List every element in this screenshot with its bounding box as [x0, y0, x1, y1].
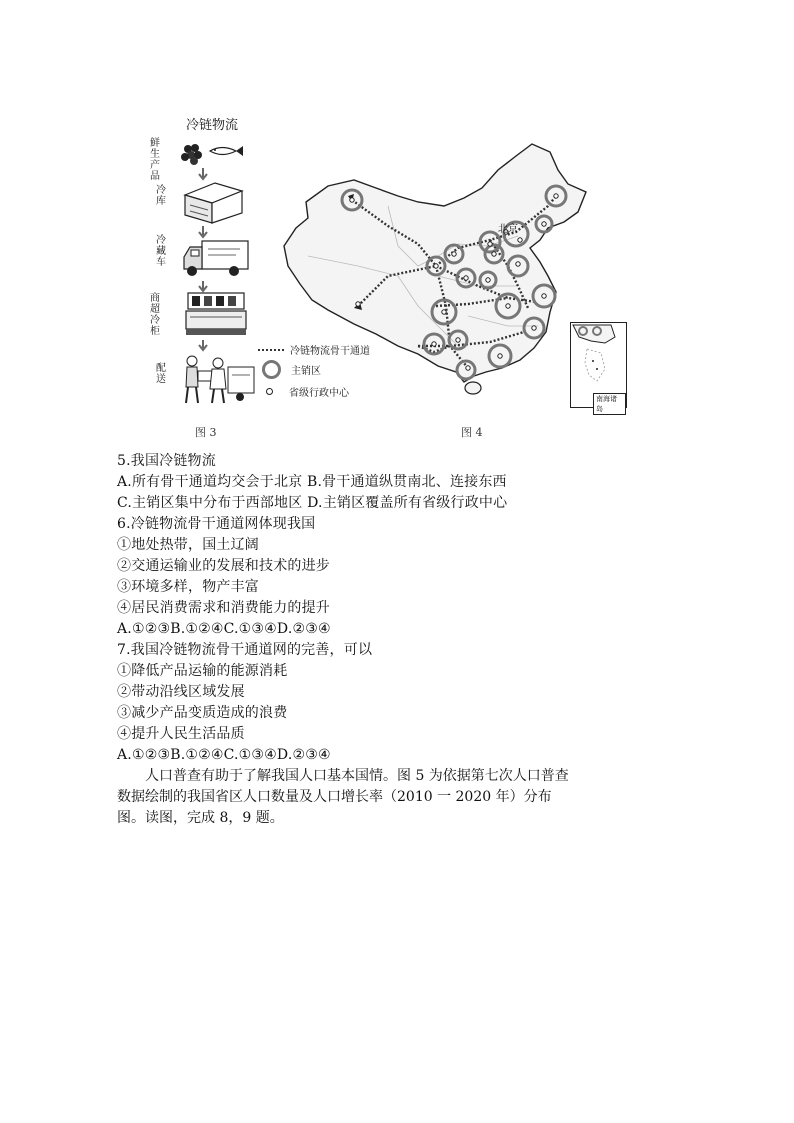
delivery-icon	[186, 356, 254, 403]
question-5-options-cd: C.主销区集中分布于西部地区 D.主销区覆盖所有省级行政中心	[117, 495, 508, 511]
question-5-options-ab: A.所有骨干通道均交会于北京 B.骨干通道纵贯南北、连接东西	[117, 474, 507, 490]
large-circle-icon	[262, 360, 281, 379]
cold-storage-icon	[185, 183, 242, 223]
flow-arrow-icon	[199, 281, 207, 291]
legend-item-sales: 主销区	[262, 360, 321, 379]
question-6-item-1: ①地处热带，国土辽阔	[117, 537, 259, 553]
question-6-item-3: ③环境多样，物产丰富	[117, 579, 259, 595]
step-label-delivery: 配送	[156, 363, 166, 385]
question-6-item-2: ②交通运输业的发展和技术的进步	[117, 558, 330, 574]
question-7-options: A.①②③B.①②④C.①③④D.②③④	[117, 747, 331, 763]
question-7-item-2: ②带动沿线区域发展	[117, 684, 245, 700]
flow-arrow-icon	[199, 340, 207, 350]
step-label-truck: 冷藏车	[156, 235, 166, 268]
paragraph-text: 人口普查有助于了解我国人口基本国情。图 5 为依据第七次人口普查数据绘制的我国省区人口数量及人口增长率（2010 一 2020 年）分布图。读图，完成 8，9 题。	[117, 768, 569, 826]
hainan-island	[465, 382, 481, 394]
figure3-caption: 图 3	[195, 426, 217, 439]
question-7-item-1: ①降低产品运输的能源消耗	[117, 663, 288, 679]
question-5: 5.我国冷链物流	[117, 453, 216, 469]
legend-item-corridor: 冷链物流骨干通道	[258, 342, 370, 357]
flow-arrow-icon	[199, 168, 207, 179]
legend-item-capital: 省级行政中心	[266, 384, 349, 399]
step-label-produce: 鲜生产品	[150, 138, 160, 182]
reading-paragraph	[117, 766, 579, 829]
step-label-freezer: 商超冷柜	[150, 293, 160, 337]
dotted-line-icon	[258, 349, 284, 351]
question-6-options: A.①②③B.①②④C.①③④D.②③④	[117, 621, 331, 637]
freezer-display-icon	[186, 293, 246, 335]
question-6: 6.冷链物流骨干通道网体现我国	[117, 516, 316, 532]
small-circle-icon	[266, 388, 273, 395]
figure4-caption: 图 4	[461, 426, 483, 439]
produce-icon	[181, 144, 243, 165]
question-7-item-4: ④提升人民生活品质	[117, 726, 245, 742]
china-cold-chain-map	[268, 136, 628, 413]
inset-label: 南海诸岛	[593, 393, 626, 415]
flow-arrow-icon	[199, 226, 207, 237]
cold-chain-diagram	[140, 135, 260, 410]
question-7: 7.我国冷链物流骨干通道网的完善，可以	[117, 642, 373, 658]
south-china-sea-inset	[570, 322, 627, 413]
figure3-title: 冷链物流	[186, 118, 239, 133]
step-label-cold-storage: 冷库	[156, 185, 166, 207]
refrigerated-truck-icon	[184, 241, 248, 276]
beijing-label: 北京	[498, 224, 518, 235]
question-7-item-3: ③减少产品变质造成的浪费	[117, 705, 288, 721]
question-6-item-4: ④居民消费需求和消费能力的提升	[117, 600, 330, 616]
